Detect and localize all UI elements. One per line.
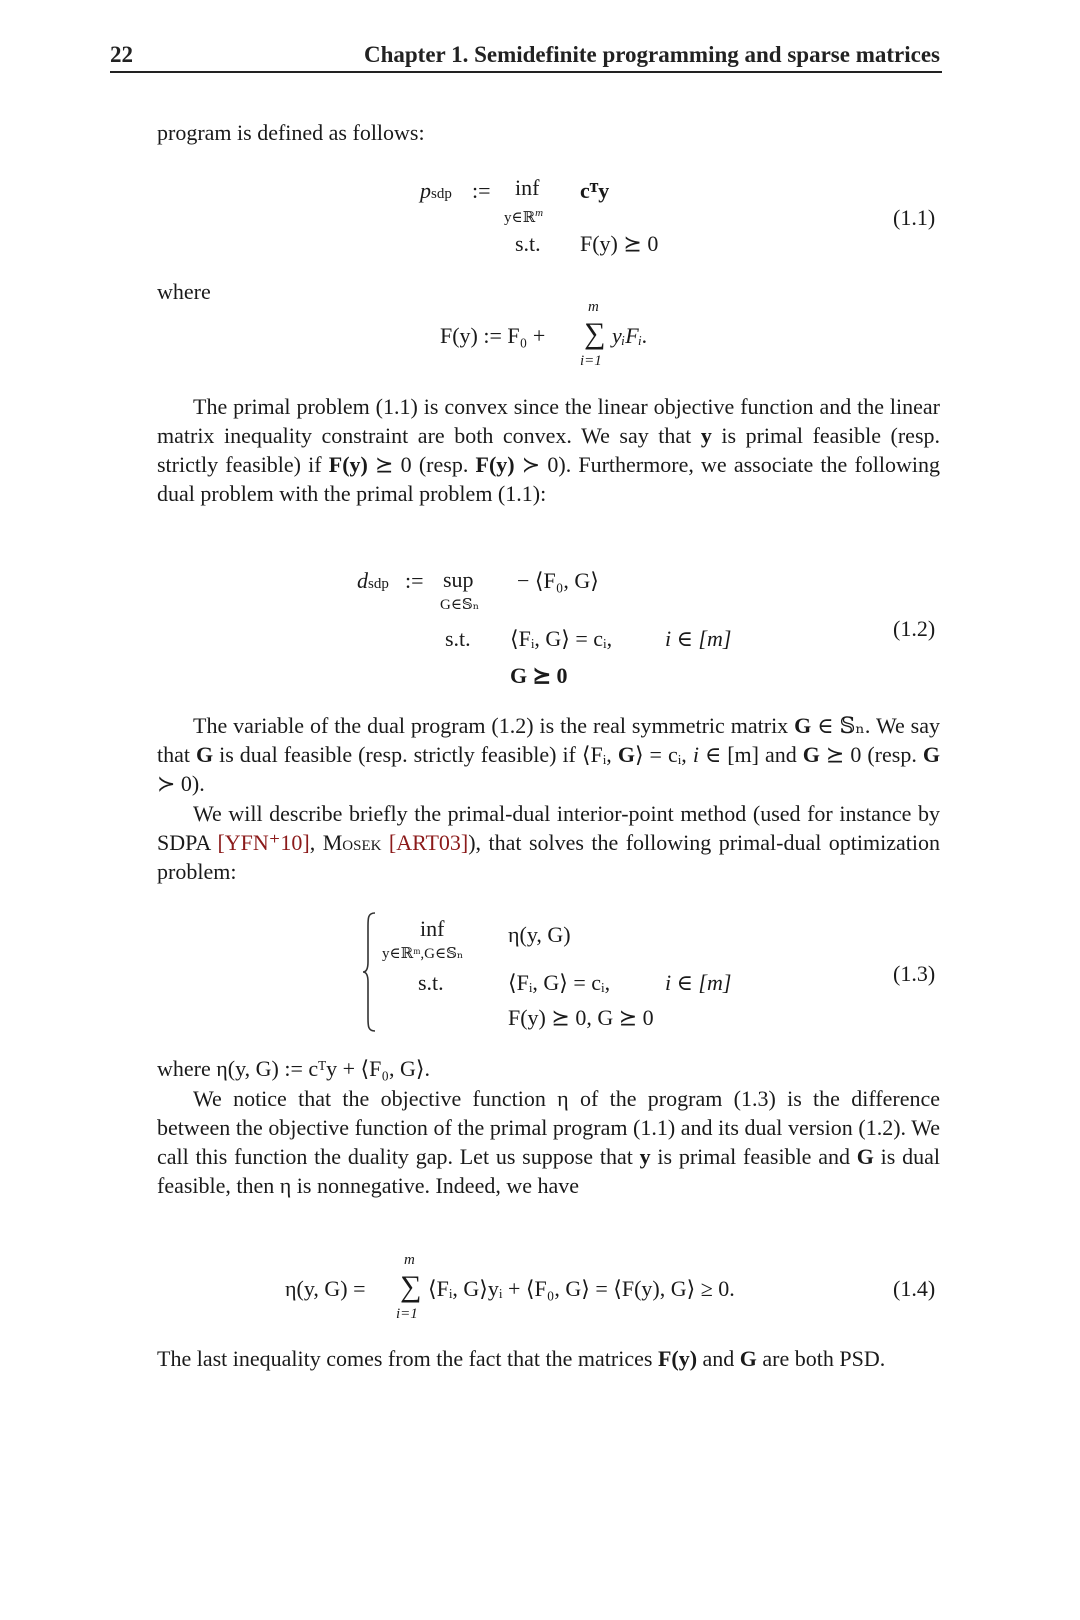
paragraph-method	[157, 799, 940, 886]
eq-lhs-sub: sdp	[431, 186, 452, 202]
running-header: Chapter 1. Semidefinite programming and sparse matrices	[363, 42, 940, 67]
text-segment: is primal feasible (resp. strictly feasible) if	[157, 423, 941, 477]
eq-constraint-1: ⟨Fᵢ, G⟩ = cᵢ,	[508, 970, 611, 995]
eq-lhs: p	[420, 178, 431, 203]
eq-operator-under: G∈𝕊ₙ	[440, 597, 480, 613]
text-segment: ∈ [m] and	[698, 742, 803, 767]
eq-st: s.t.	[445, 626, 471, 651]
text-segment: G	[802, 742, 820, 767]
eq-operator-under: y∈ℝᵐ,G∈𝕊ₙ	[382, 946, 464, 962]
eq-constraint-2: F(y) ⪰ 0, G ⪰ 0	[508, 1005, 654, 1030]
eq-constraint: F(y) ⪰ 0	[580, 231, 659, 256]
citation-link[interactable]: [YFN⁺10]	[217, 830, 310, 855]
text-segment: is dual feasible, then η is nonnegative. Indeed, we have	[157, 1144, 940, 1198]
text-segment: F(y)	[475, 452, 515, 477]
text-segment: ≻ 0).	[157, 771, 205, 796]
eq-assign: :=	[472, 178, 491, 203]
page-number: 22	[110, 42, 133, 67]
text-segment: is dual feasible (resp. strictly feasible) if ⟨Fᵢ,	[213, 742, 618, 767]
eq-lhs: d	[357, 568, 368, 593]
text-segment: ⪰ 0 (resp.	[367, 452, 476, 477]
text-segment: G	[922, 742, 940, 767]
text-segment: We notice that the objective function η of the program (1.3) is the difference between the objective function of the primal program (1.1) and its dual version (1.2). We call this function the duality gap. Let us suppose that	[157, 1086, 940, 1169]
text-segment: are both PSD.	[756, 1346, 886, 1371]
text-segment: y	[700, 423, 712, 448]
sum-lower: i=1	[396, 1306, 418, 1322]
text-segment: G	[196, 742, 214, 767]
eq-objective: cᵀy	[580, 178, 610, 203]
eq-constraint-1-index: i ∈ [m]	[665, 970, 732, 995]
eq-operator-under-sup: m	[535, 207, 544, 219]
text-segment: We will describe briefly the primal-dual interior-point method (used for instance by SDPA	[157, 801, 940, 855]
where-eta-text: where η(y, G) := cᵀy + ⟨F₀, G⟩.	[157, 1056, 430, 1081]
eq-number: (1.4)	[893, 1276, 936, 1301]
text-segment: ⟩ = cᵢ,	[634, 742, 693, 767]
eq-lhs: F(y) := F₀ +	[440, 323, 546, 348]
eq-number: (1.2)	[893, 616, 936, 641]
citation-link[interactable]: [ART03]	[388, 830, 469, 855]
text-segment: y	[639, 1144, 651, 1169]
text-segment: ≻ 0). Furthermore, we associate the following dual problem with the primal problem (1.1):	[157, 452, 941, 506]
sum-symbol: ∑	[400, 1270, 422, 1303]
eq-objective: − ⟨F₀, G⟩	[517, 568, 599, 593]
eq-lhs: η(y, G) =	[285, 1276, 366, 1301]
sum-upper: m	[404, 1252, 415, 1268]
eq-operator: inf	[420, 916, 445, 941]
paragraph-dual	[157, 711, 940, 798]
text-segment: ⪰ 0 (resp.	[819, 742, 923, 767]
text-segment: G	[739, 1346, 757, 1371]
eq-rhs: yᵢFᵢ.	[612, 323, 648, 348]
eq-assign: :=	[405, 568, 424, 593]
text-segment: ,	[309, 830, 323, 855]
paragraph-psd	[157, 1344, 940, 1373]
text-segment: The primal problem (1.1) is convex since the linear objective function and the linear matrix inequality constraint are both convex. We say that	[157, 394, 940, 448]
text-segment: The variable of the dual program (1.2) is the real symmetric matrix	[193, 713, 795, 738]
eq-st: s.t.	[418, 970, 444, 995]
text-segment: G	[617, 742, 635, 767]
text-segment	[381, 830, 388, 855]
eq-number: (1.3)	[893, 961, 936, 986]
eq-constraint-1-index: i ∈ [m]	[665, 626, 732, 651]
where-text: where	[157, 279, 211, 304]
text-segment: ∈ 𝕊ₙ. We say that	[157, 713, 941, 767]
eq-lhs-sub: sdp	[368, 576, 389, 592]
text-segment: ), that solves the following primal-dual optimization problem:	[157, 830, 941, 884]
eq-operator: sup	[443, 567, 474, 592]
eq-objective: η(y, G)	[508, 922, 571, 947]
text-segment: G	[794, 713, 812, 738]
intro-text: program is defined as follows:	[157, 120, 425, 145]
eq-operator-under: y∈ℝ	[504, 210, 536, 226]
sum-symbol: ∑	[584, 317, 606, 350]
sum-lower: i=1	[580, 353, 602, 369]
text-segment: Mosek	[322, 830, 382, 855]
text-segment: is primal feasible and	[650, 1144, 857, 1169]
text-segment: F(y)	[328, 452, 368, 477]
eq-operator: inf	[515, 175, 540, 200]
text-segment: i	[692, 742, 699, 767]
paragraph-duality-gap	[157, 1084, 940, 1200]
text-segment: and	[697, 1346, 740, 1371]
eq-number: (1.1)	[893, 205, 936, 230]
text-segment: G	[856, 1144, 874, 1169]
eq-st: s.t.	[515, 231, 541, 256]
left-brace-icon	[362, 912, 376, 1032]
text-segment: F(y)	[657, 1346, 698, 1371]
eq-rhs: ⟨Fᵢ, G⟩yᵢ + ⟨F₀, G⟩ = ⟨F(y), G⟩ ≥ 0.	[428, 1276, 735, 1301]
header-rule	[110, 71, 942, 73]
eq-constraint-2: G ⪰ 0	[510, 663, 568, 688]
text-segment: The last inequality comes from the fact that the matrices	[157, 1346, 658, 1371]
sum-upper: m	[588, 299, 599, 315]
eq-constraint-1: ⟨Fᵢ, G⟩ = cᵢ,	[510, 626, 613, 651]
paragraph-primal	[157, 392, 940, 508]
